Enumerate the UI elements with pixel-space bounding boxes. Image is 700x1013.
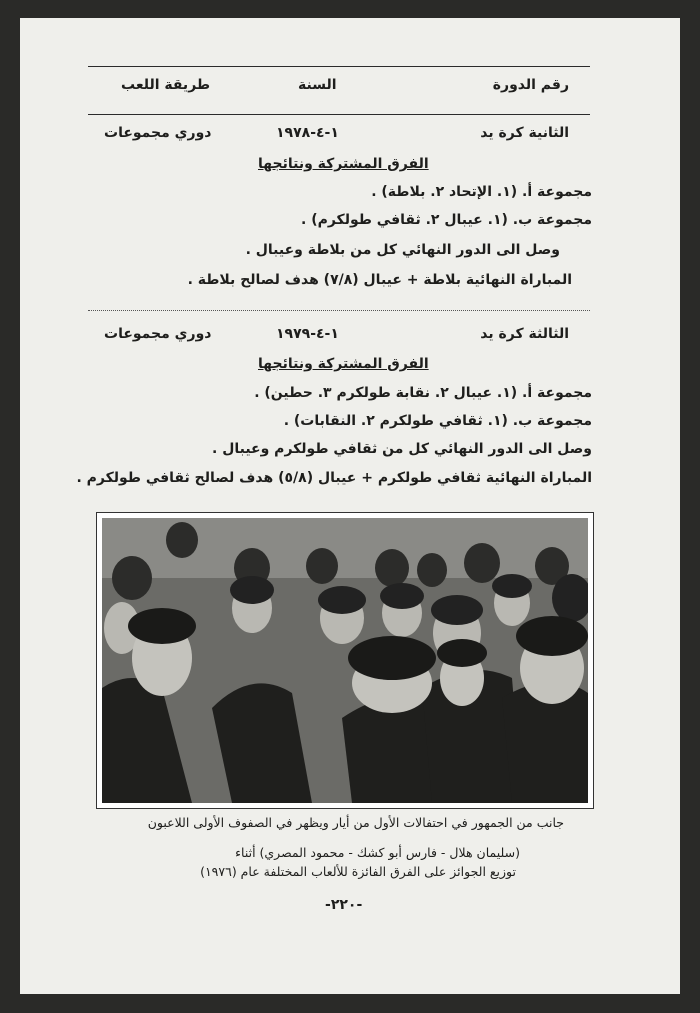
section3-final-reached: وصل الى الدور النهائي كل من ثقافي طولكرم وعيبال . — [212, 441, 592, 457]
section2-date: ١-٤-١٩٧٨ — [276, 125, 339, 141]
page-number: -٢٢٠- — [325, 897, 363, 913]
section2-round: الثانية كرة يد — [480, 125, 569, 141]
caption-line1: جانب من الجمهور في احتفالات الأول من أيار ويظهر في الصفوف الأولى اللاعبون — [147, 815, 564, 830]
section3-subtitle: الفرق المشتركة ونتائجها — [258, 356, 429, 372]
header-year: السنة — [298, 77, 337, 93]
section3-group-a: مجموعة أ. (١. عيبال ٢. نقابة طولكرم ٣. حطين) . — [254, 385, 592, 401]
caption-line3: توزيع الجوائز على الفرق الفائزة للألعاب المختلفة عام (١٩٧٦) — [200, 864, 516, 879]
section3-date: ١-٤-١٩٧٩ — [276, 326, 339, 342]
section2-subtitle: الفرق المشتركة ونتائجها — [258, 156, 429, 172]
header-method: طريقة اللعب — [121, 77, 211, 93]
section2-group-b: مجموعة ب. (١. عيبال ٢. ثقافي طولكرم) . — [301, 212, 592, 228]
caption-line2: (سليمان هلال - فارس أبو كشك - محمود المصري) أثناء — [235, 845, 520, 860]
section3-final-match: المباراة النهائية ثقافي طولكرم + عيبال (٥/٨) هدف لصالح ثقافي طولكرم . — [76, 470, 592, 486]
crowd-photo — [96, 512, 594, 809]
section3-round: الثالثة كرة يد — [480, 326, 569, 342]
crowd-photo-illustration — [102, 518, 588, 803]
section3-method: دوري مجموعات — [104, 326, 212, 342]
section2-final-match: المباراة النهائية بلاطة + عيبال (٧/٨) هدف لصالح بلاطة . — [187, 272, 572, 288]
header-round: رقم الدورة — [492, 77, 569, 93]
top-rule — [88, 66, 590, 67]
section2-method: دوري مجموعات — [104, 125, 212, 141]
section2-group-a: مجموعة أ. (١. الإتحاد ٢. بلاطة) . — [371, 184, 592, 200]
section3-group-b: مجموعة ب. (١. ثقافي طولكرم ٢. النقابات) . — [283, 413, 592, 429]
section2-final-reached: وصل الى الدور النهائي كل من بلاطة وعيبال . — [245, 242, 560, 258]
header-rule — [88, 114, 590, 115]
section-divider — [88, 310, 590, 311]
